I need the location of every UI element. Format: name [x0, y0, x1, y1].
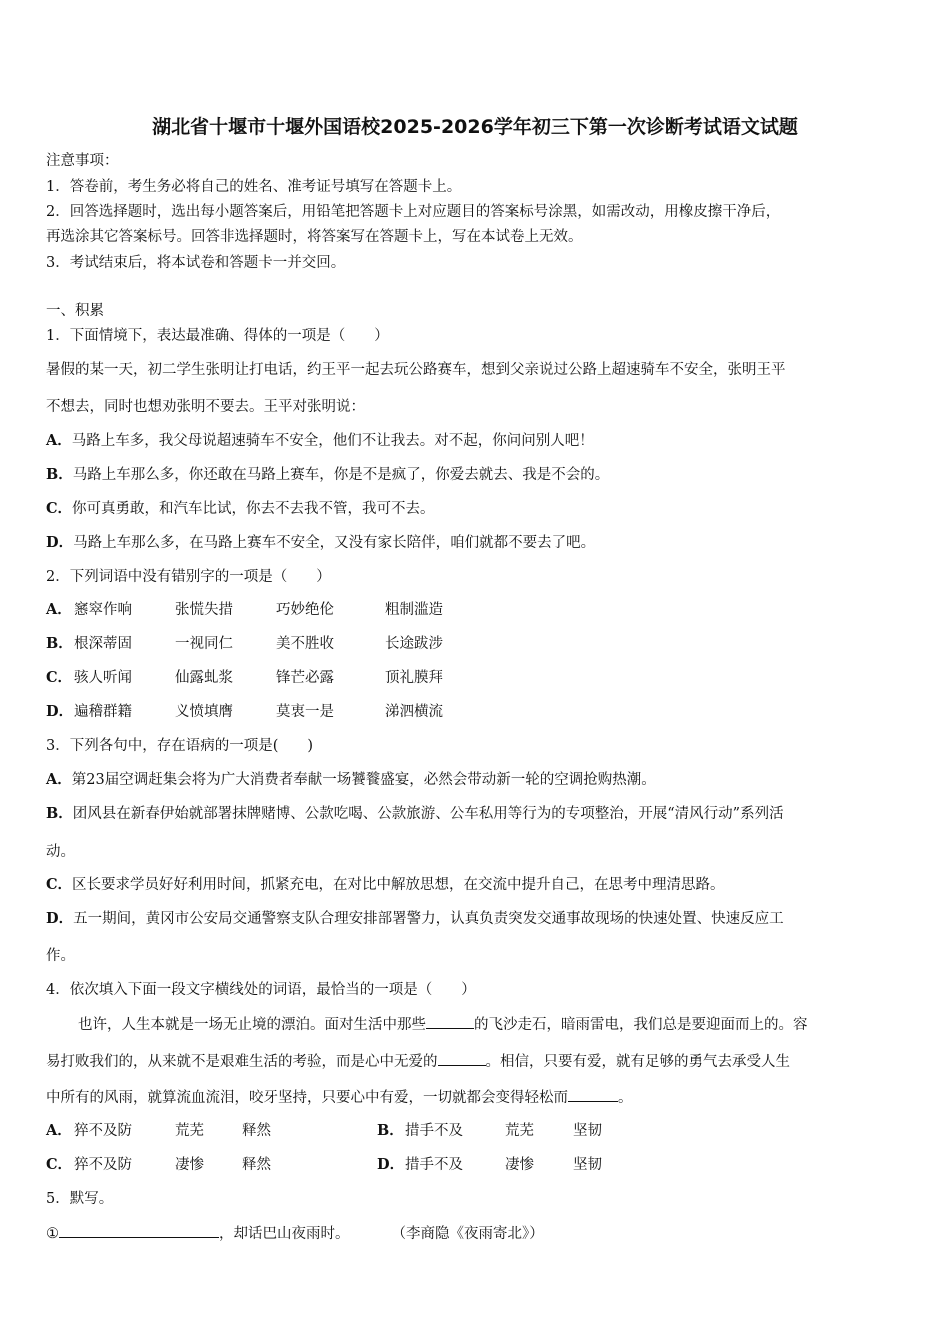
passage-text: 。相信，只要有爱，就有足够的勇气去承受人生 [485, 1054, 790, 1070]
option-text: 五一期间，黄冈市公安局交通警察支队合理安排部署警力，认真负责突发交通事故现场的快速处置、快速反应工 [73, 911, 784, 927]
option-word: 莫衷一是 [276, 704, 334, 720]
notice-heading: 注意事项： [46, 153, 119, 169]
passage-text: 。 [618, 1090, 633, 1106]
option-word: 锋芒必露 [276, 670, 334, 686]
question-stem: 5．默写。 [46, 1191, 114, 1207]
option-key: C． [46, 669, 73, 686]
option-key: A． [46, 1122, 72, 1139]
option-word: 猝不及防 [74, 1123, 132, 1139]
option-key: A． [46, 601, 72, 618]
option-word: 仙露虬浆 [175, 670, 233, 686]
option-key: A． [46, 432, 72, 449]
option-word: 荒芜 [175, 1123, 204, 1139]
passage-text: 中所有的风雨，就算流血流泪，咬牙坚持，只要心中有爱，一切就都会变得轻松而 [46, 1090, 568, 1106]
option-a [46, 431, 594, 451]
option-word: 粗制滥造 [385, 602, 443, 618]
option-text: 马路上车那么多，在马路上赛车不安全，又没有家长陪伴，咱们就都不要去了吧。 [73, 535, 596, 551]
option-key: C． [46, 500, 73, 517]
option-word: 张慌失措 [175, 602, 233, 618]
passage-text: 的飞沙走石，暗雨雷电，我们总是要迎面而上的。容 [474, 1017, 808, 1033]
item-number: ① [46, 1226, 59, 1242]
dictation-source: （李商隐《夜雨寄北》） [391, 1226, 544, 1242]
notice-item: 2．回答选择题时，选出每小题答案后，用铅笔把答题卡上对应题目的答案标号涂黑，如需改动，用橡皮擦干净后， [46, 204, 781, 220]
option-b [46, 804, 784, 824]
option-text: 区长要求学员好好利用时间，抓紧充电，在对比中解放思想，在交流中提升自己，在思考中理清思路。 [72, 877, 725, 893]
question-stem: 3．下列各句中，存在语病的一项是( ) [46, 738, 314, 754]
notice-item: 1．答卷前，考生务必将自己的姓名、准考证号填写在答题卡上。 [46, 179, 462, 195]
option-word: 美不胜收 [276, 636, 334, 652]
passage-line [78, 1014, 808, 1035]
option-word: 坚韧 [573, 1157, 602, 1173]
dictation-item [46, 1223, 544, 1244]
option-text: 马路上车那么多，你还敢在马路上赛车，你是不是疯了，你爱去就去、我是不会的。 [72, 467, 610, 483]
question-context: 不想去，同时也想劝张明不要去。王平对张明说： [46, 399, 365, 415]
option-continuation: 作。 [46, 948, 75, 964]
question-context: 暑假的某一天，初二学生张明让打电话，约王平一起去玩公路赛车，想到父亲说过公路上超速骑车不安全，张明王平 [46, 362, 786, 378]
option-b [46, 465, 609, 485]
option-key: C． [46, 1156, 73, 1173]
passage-text: 易打败我们的，从来就不是艰难生活的考验，而是心中无爱的 [46, 1054, 438, 1070]
option-a [46, 770, 656, 790]
question-stem: 1．下面情境下，表达最准确、得体的一项是（ ） [46, 328, 389, 344]
option-key: B． [46, 466, 73, 483]
option-text: 团风县在新春伊始就部署抹牌赌博、公款吃喝、公款旅游、公车私用等行为的专项整治，开展“清风行动”系列活 [72, 806, 784, 822]
option-word: 涕泗横流 [385, 704, 443, 720]
option-key: A． [46, 771, 72, 788]
option-key: D． [46, 910, 74, 927]
option-word: 坚韧 [573, 1123, 602, 1139]
option-word: 骇人听闻 [74, 670, 132, 686]
option-key: D． [46, 703, 74, 720]
question-stem: 2．下列词语中没有错别字的一项是（ ） [46, 569, 331, 585]
option-d [46, 909, 784, 929]
fill-blank[interactable] [426, 1014, 474, 1029]
option-key: D． [46, 534, 74, 551]
option-word: 荒芜 [505, 1123, 534, 1139]
fill-blank[interactable] [568, 1087, 618, 1102]
option-word: 长途跋涉 [385, 636, 443, 652]
option-word: 释然 [242, 1157, 271, 1173]
option-d [46, 533, 595, 553]
option-word: 顶礼膜拜 [385, 670, 443, 686]
option-text: 你可真勇敢，和汽车比试，你去不去我不管，我可不去。 [72, 501, 435, 517]
option-word: 猝不及防 [74, 1157, 132, 1173]
option-word: 凄惨 [505, 1157, 534, 1173]
option-word: 释然 [242, 1123, 271, 1139]
option-text: 马路上车多，我父母说超速骑车不安全，他们不让我去。对不起，你问问别人吧！ [71, 433, 594, 449]
option-c [46, 499, 435, 519]
option-key: B． [46, 805, 73, 822]
option-key: B． [377, 1122, 404, 1139]
option-word: 一视同仁 [175, 636, 233, 652]
option-key: D． [377, 1156, 405, 1173]
option-word: 根深蒂固 [74, 636, 132, 652]
option-word: 遍稽群籍 [74, 704, 132, 720]
fill-blank[interactable] [59, 1223, 219, 1238]
option-word: 义愤填膺 [175, 704, 233, 720]
option-text: 第23届空调赶集会将为广大消费者奉献一场饕餮盛宴，必然会带动新一轮的空调抢购热潮。 [71, 772, 656, 788]
page-title: 湖北省十堰市十堰外国语校2025-2026学年初三下第一次诊断考试语文试题 [152, 116, 798, 138]
question-stem: 4．依次填入下面一段文字横线处的词语，最恰当的一项是（ ） [46, 982, 476, 998]
dictation-text: ，却话巴山夜雨时。 [219, 1226, 350, 1242]
option-word: 巧妙绝伦 [276, 602, 334, 618]
option-word: 措手不及 [405, 1123, 463, 1139]
option-c [46, 875, 725, 895]
fill-blank[interactable] [438, 1051, 486, 1066]
option-key: B． [46, 635, 73, 652]
passage-line [46, 1051, 790, 1072]
option-word: 窸窣作响 [74, 602, 132, 618]
section-heading: 一、积累 [46, 303, 104, 319]
passage-line [46, 1087, 633, 1108]
option-word: 凄惨 [175, 1157, 204, 1173]
option-key: C． [46, 876, 73, 893]
notice-item: 再选涂其它答案标号。回答非选择题时，将答案写在答题卡上，写在本试卷上无效。 [46, 229, 583, 245]
notice-item: 3．考试结束后，将本试卷和答题卡一并交回。 [46, 255, 346, 271]
option-continuation: 动。 [46, 844, 75, 860]
option-word: 措手不及 [405, 1157, 463, 1173]
passage-text: 也许，人生本就是一场无止境的漂泊。面对生活中那些 [78, 1017, 426, 1033]
